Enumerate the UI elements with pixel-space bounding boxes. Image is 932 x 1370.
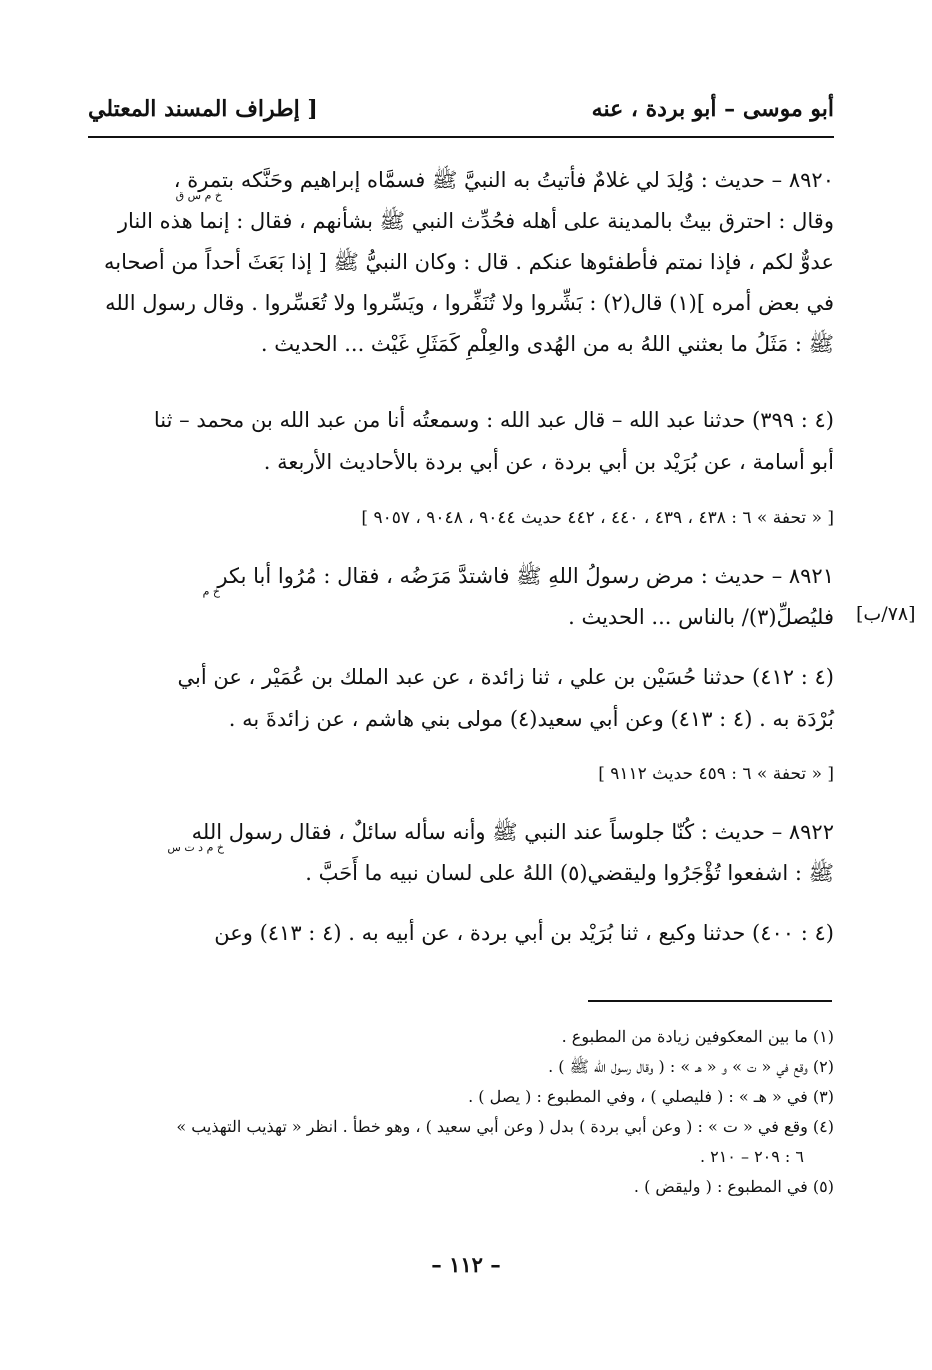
sanad-line: (٤ : ٤١٢) حدثنا حُسَيْن بن علي ، ثنا زائدة ، عن عبد الملك بن عُمَيْر ، عن أبي [177,665,834,689]
running-header [88,96,834,130]
sanad-line: (٤ : ٣٩٩) حدثنا عبد الله – قال عبد الله : وسمعتُه أنا من عبد الله بن محمد – ثنا [153,408,834,432]
manuscript-folio-marker: [٧٨/ب] [856,603,916,625]
sigla-8922: خ م د ت س [167,841,224,854]
footnote-4: (٤) وقع في « ت » : ( وعن أبي بردة ) بدل ( وعن أبي سعيد ) ، وهو خطأ . انظر « تهذيب التهذيب » [176,1117,834,1136]
hadith-line: ٨٩٢٢ – حديث : كُنّا جلوساً عند النبي ﷺ وأنه سأله سائلٌ ، فقال رسول الله [191,820,834,844]
header-section-title: أبو موسى – أبو بردة ، عنه [591,96,834,122]
footnote-3: (٣) في « هـ » : ( فليصلي ) ، وفي المطبوع : ( يصل ) . [468,1087,834,1106]
hadith-line: ﷺ : اشفعوا تُؤْجَرُوا وليقضي(٥) اللهُ على لسان نبيه ما أَحَبَّ . [305,861,834,885]
hadith-line: ٨٩٢٠ – حديث : وُلِدَ لي غلامٌ فأتيتُ به النبيَّ ﷺ فسمَّاه إبراهيم وحَنَّكه بتمرة ، [173,168,834,192]
hadith-line: وقال : احترق بيتٌ بالمدينة على أهله فحُدِّث النبي ﷺ بشأنهم ، فقال : إنما هذه النار [117,209,834,233]
page-number: – ١١٢ – [431,1252,501,1277]
hadith-line: عدوٌّ لكم ، فإذا نمتم فأطفئوها عنكم . قال : وكان النبيُّ ﷺ [ إذا بَعَثَ أحداً من أصحابه [103,250,834,274]
hadith-line: في بعض أمره ](١) قال(٢) : بَشِّروا ولا تُنَفِّروا ، ويَسِّروا ولا تُعَسِّروا . وقال رسول الله [105,291,834,315]
sanad-line: (٤ : ٤٠٠) حدثنا وكيع ، ثنا بُرَيْد بن أبي بردة ، عن أبيه به . (٤ : ٤١٣) وعن [214,921,834,945]
hadith-line: فليُصلِّ(٣)/ بالناس ... الحديث . [568,605,834,629]
hadith-line: ٨٩٢١ – حديث : مرض رسولُ اللهِ ﷺ فاشتدَّ مَرَضُه ، فقال : مُرُوا أبا بكر [217,564,834,588]
header-rule [88,136,834,138]
sanad-line: بُرْدَة به . (٤ : ٤١٣) وعن أبي سعيد(٤) مولى بني هاشم ، عن زائدةَ به . [228,707,834,731]
hadith-8921-text [86,556,834,638]
hadith-line: ﷺ : مَثَلُ ما بعثني اللهُ به من الهُدى والعِلْمِ كَمَثَلِ غَيْث ... الحديث . [260,332,834,356]
sigla-8921: خ م [202,585,220,598]
tuhfa-ref-8921: [ « تحفة » ٦ : ٤٥٩ حديث ٩١١٢ ] [598,764,834,784]
sanad-8922 [86,912,834,954]
tuhfa-ref-8920: [ « تحفة » ٦ : ٤٣٨ ، ٤٣٩ ، ٤٤٠ ، ٤٤٢ حديث ٩٠٤٤ ، ٩٠٤٨ ، ٩٠٥٧ ] [361,508,834,528]
footnotes [86,1022,834,1202]
sanad-8920 [86,399,834,483]
footnote-5: (٥) في المطبوع : ( وليقض ) . [633,1177,834,1196]
footnote-4-continuation: ٦ : ٢٠٩ – ٢١٠ . [699,1147,804,1166]
sigla-8920: خ م س ق [175,189,222,202]
sanad-line: أبو أسامة ، عن بُرَيْد بن أبي بردة ، عن أبي بردة بالأحاديث الأربعة . [263,450,834,474]
footnote-2: (٢) وقع في « ت » و « هـ » : ( وقال رسول الله ﷺ ) . [548,1057,834,1076]
footnote-1: (١) ما بين المعكوفين زيادة من المطبوع . [561,1027,834,1046]
footnote-rule [588,1000,832,1002]
header-book-title: [ إطراف المسند المعتلي [88,96,318,122]
sanad-8921 [86,656,834,740]
